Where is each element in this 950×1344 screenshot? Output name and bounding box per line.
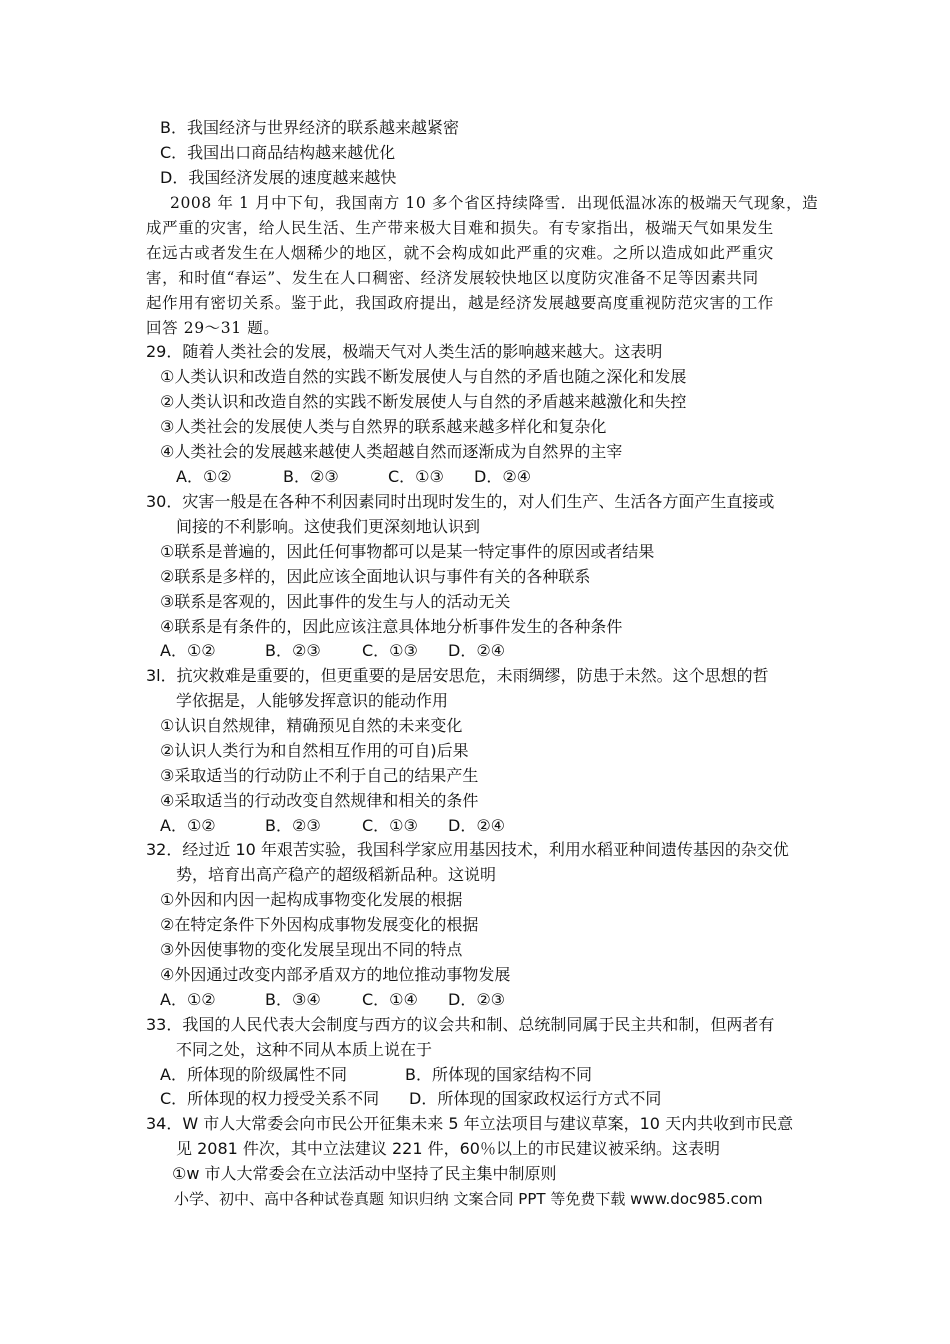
q29-stem: 29．随着人类社会的发展，极端天气对人类生活的影响越来越大。这表明 — [146, 342, 663, 361]
q31-item-3: ③采取适当的行动防止不利于自己的结果产生 — [160, 766, 479, 785]
q31-option-d: D．②④ — [448, 816, 506, 835]
q31-option-b: B．②③ — [265, 816, 321, 835]
q31-stem-line-1: 3l．抗灾救难是重要的，但更重要的是居安思危，未雨绸缪，防患于未然。这个思想的哲 — [146, 666, 769, 685]
q29-item-2: ②人类认识和改造自然的实践不断发展使人与自然的矛盾越来越激化和失控 — [160, 392, 687, 411]
q30-stem-line-2: 间接的不利影响。这使我们更深刻地认识到 — [176, 517, 481, 536]
q34-stem-line-1: 34．W 市人大常委会向市民公开征集未来 5 年立法项目与建议草案，10 天内共收到市民意 — [146, 1114, 794, 1133]
q31-item-1: ①认识自然规律，精确预见自然的未来变化 — [160, 716, 463, 735]
q32-item-2: ②在特定条件下外因构成事物发展变化的根据 — [160, 915, 479, 934]
q31-stem-line-2: 学依据是，人能够发挥意识的能动作用 — [176, 691, 449, 710]
q32-item-1: ①外因和内因一起构成事物变化发展的根据 — [160, 890, 463, 909]
q34-stem-line-2: 见 2081 件次，其中立法建议 221 件，60％以上的市民建议被采纳。这表明 — [176, 1139, 720, 1158]
passage-line-1: 2008 年 1 月中下旬，我国南方 10 多个省区持续降雪．出现低温冰冻的极端天气现象，造 — [170, 194, 819, 212]
q30-options — [160, 640, 505, 662]
q33-stem-line-1: 33．我国的人民代表大会制度与西方的议会共和制、总统制同属于民主共和制，但两者有 — [146, 1015, 775, 1034]
prev-option-b: B．我国经济与世界经济的联系越来越紧密 — [160, 118, 459, 137]
q29-options — [176, 466, 531, 488]
passage-line-3: 在远古或者发生在人烟稀少的地区，就不会构成如此严重的灾难。之所以造成如此严重灾 — [146, 244, 774, 262]
q30-stem-line-1: 30．灾害一般是在各种不利因素同时出现时发生的，对人们生产、生活各方面产生直接或 — [146, 492, 775, 511]
q30-option-a: A．①② — [160, 641, 216, 660]
passage-line-4: 害，和时值“春运”、发生在人口稠密、经济发展较快地区以度防灾准备不足等因素共同 — [146, 269, 759, 287]
q34-item-1: ①w 市人大常委会在立法活动中坚持了民主集中制原则 — [172, 1164, 557, 1183]
q32-item-3: ③外因使事物的变化发展呈现出不同的特点 — [160, 940, 463, 959]
footer-download-note: 小学、初中、高中各种试卷真题 知识归纳 文案合同 PPT 等免费下载 www.doc985.com — [174, 1190, 763, 1208]
prev-option-d: D．我国经济发展的速度越来越快 — [160, 168, 397, 187]
q32-option-a: A．①② — [160, 990, 216, 1009]
q29-option-b: B．②③ — [283, 467, 339, 486]
q33-stem-line-2: 不同之处，这种不同从本质上说在于 — [176, 1040, 433, 1059]
q32-stem-line-1: 32．经过近 10 年艰苦实验，我国科学家应用基因技术，利用水稻亚种间遗传基因的杂交优 — [146, 840, 789, 859]
q30-option-b: B．②③ — [265, 641, 321, 660]
q33-option-b: B．所体现的国家结构不同 — [405, 1065, 592, 1084]
q30-option-d: D．②④ — [448, 641, 506, 660]
q32-option-d: D．②③ — [448, 990, 506, 1009]
q30-item-1: ①联系是普遍的，因此任何事物都可以是某一特定事件的原因或者结果 — [160, 542, 655, 561]
q30-option-c: C．①③ — [362, 641, 418, 660]
passage-line-6: 回答 29～31 题。 — [146, 319, 280, 337]
q32-stem-line-2: 势，培育出高产稳产的超级稻新品种。这说明 — [176, 865, 497, 884]
q30-item-4: ④联系是有条件的，因此应该注意具体地分析事件发生的各种条件 — [160, 617, 623, 636]
q31-option-c: C．①③ — [362, 816, 418, 835]
q30-item-3: ③联系是客观的，因此事件的发生与人的活动无关 — [160, 592, 511, 611]
passage-line-5: 起作用有密切关系。鉴于此，我国政府提出，越是经济发展越要高度重视防范灾害的工作 — [146, 294, 774, 312]
q29-item-1: ①人类认识和改造自然的实践不断发展使人与自然的矛盾也随之深化和发展 — [160, 367, 687, 386]
q32-item-4: ④外因通过改变内部矛盾双方的地位推动事物发展 — [160, 965, 511, 984]
q31-item-4: ④采取适当的行动改变自然规律和相关的条件 — [160, 791, 479, 810]
q31-option-a: A．①② — [160, 816, 216, 835]
q29-item-3: ③人类社会的发展使人类与自然界的联系越来越多样化和复杂化 — [160, 417, 607, 436]
q33-option-d: D．所体现的国家政权运行方式不同 — [409, 1089, 662, 1108]
prev-option-c: C．我国出口商品结构越来越优化 — [160, 143, 396, 162]
q32-options — [160, 989, 505, 1011]
passage-line-2: 成严重的灾害，给人民生活、生产带来极大目难和损失。有专家指出，极端天气如果发生 — [146, 219, 774, 237]
q29-option-a: A．①② — [176, 467, 232, 486]
q31-options — [160, 815, 505, 837]
q29-option-d: D．②④ — [474, 467, 532, 486]
q31-item-2: ②认识人类行为和自然相互作用的可自)后果 — [160, 741, 469, 760]
q32-option-c: C．①④ — [362, 990, 418, 1009]
q33-option-a: A．所体现的阶级属性不同 — [160, 1065, 347, 1084]
q29-item-4: ④人类社会的发展越来越使人类超越自然而逐渐成为自然界的主宰 — [160, 442, 623, 461]
q30-item-2: ②联系是多样的，因此应该全面地认识与事件有关的各种联系 — [160, 567, 591, 586]
q32-option-b: B．③④ — [265, 990, 321, 1009]
q33-option-c: C．所体现的权力授受关系不同 — [160, 1089, 380, 1108]
q29-option-c: C．①③ — [388, 467, 444, 486]
